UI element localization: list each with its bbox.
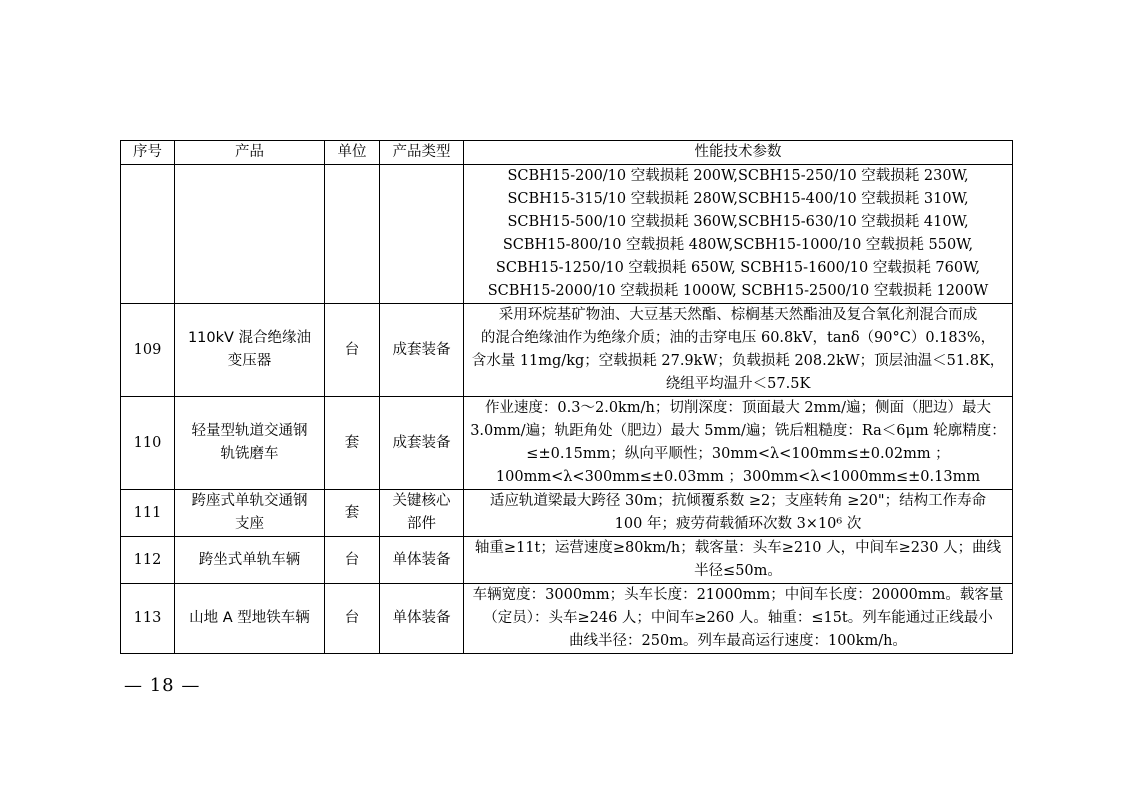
param-line: 100 年；疲劳荷载循环次数 3×10⁶ 次 (614, 516, 862, 532)
param-line: 曲线半径：250m。列车最高运行速度：100km/h。 (569, 633, 907, 649)
cell-no: 109 (121, 304, 175, 397)
cell-no: 112 (121, 537, 175, 584)
param-line: 100mm<λ<300mm≤±0.03mm ；300mm<λ<1000mm≤±0.13mm (495, 469, 981, 485)
param-line: 半径≤50m。 (694, 563, 782, 579)
cell-unit: 台 (325, 304, 380, 397)
header-unit: 单位 (325, 141, 380, 165)
param-line: 车辆宽度：3000mm；头车长度：21000mm；中间车长度：20000mm。载客量 (472, 587, 1004, 603)
cell-type (380, 584, 464, 654)
cell-unit: 套 (325, 397, 380, 490)
cell-no: 113 (121, 584, 175, 654)
cell-no: 110 (121, 397, 175, 490)
cell-product (175, 304, 325, 397)
product-line: 变压器 (227, 353, 272, 369)
param-line: 适应轨道梁最大跨径 30m；抗倾覆系数 ≥2；支座转角 ≥20"；结构工作寿命 (489, 493, 987, 509)
table-row-113 (121, 584, 1013, 654)
param-line: SCBH15-500/10 空载损耗 360W,SCBH15-630/10 空载损耗 410W, (507, 214, 969, 230)
cell-type (380, 490, 464, 537)
cell-unit (325, 165, 380, 304)
cell-params (464, 397, 1013, 490)
cell-no: 111 (121, 490, 175, 537)
type-line: 单体装备 (392, 551, 451, 568)
type-line: 部件 (407, 516, 436, 532)
param-line: SCBH15-2000/10 空载损耗 1000W, SCBH15-2500/10 空载损耗 1200W (487, 283, 989, 299)
header-type: 产品类型 (380, 141, 464, 165)
param-line: 绕组平均温升＜57.5K (665, 376, 811, 392)
table-row-111 (121, 490, 1013, 537)
param-line: SCBH15-200/10 空载损耗 200W,SCBH15-250/10 空载损耗 230W, (507, 168, 969, 184)
cell-product (175, 537, 325, 584)
cell-no (121, 165, 175, 304)
param-line: 含水量 11mg/kg；空载损耗 27.9kW；负载损耗 208.2kW；顶层油温＜51.8K， (471, 353, 1005, 369)
cell-unit: 台 (325, 584, 380, 654)
param-line: 采用环烷基矿物油、大豆基天然酯、棕榈基天然酯油及复合氧化剂混合而成 (498, 307, 978, 323)
type-line: 成套装备 (392, 341, 451, 358)
header-product: 产品 (175, 141, 325, 165)
type-line: 单体装备 (392, 610, 451, 626)
product-line: 跨坐式单轨车辆 (198, 551, 301, 568)
table-row-continuation (121, 165, 1013, 304)
product-spec-table (120, 140, 1013, 654)
cell-product (175, 397, 325, 490)
param-line: SCBH15-315/10 空载损耗 280W,SCBH15-400/10 空载损耗 310W, (507, 191, 969, 207)
type-line: 关键核心 (392, 493, 451, 509)
param-line: SCBH15-1250/10 空载损耗 650W, SCBH15-1600/10 空载损耗 760W, (495, 260, 981, 276)
param-line: SCBH15-800/10 空载损耗 480W,SCBH15-1000/10 空载损耗 550W, (502, 237, 974, 253)
cell-params (464, 165, 1013, 304)
cell-product (175, 490, 325, 537)
table-header-row (121, 141, 1013, 165)
param-line: 的混合绝缘油作为绝缘介质；油的击穿电压 60.8kV，tanδ（90°C）0.183%， (480, 330, 996, 346)
cell-type (380, 537, 464, 584)
product-line: 110kV 混合绝缘油 (187, 330, 312, 346)
cell-unit: 套 (325, 490, 380, 537)
table-row-110 (121, 397, 1013, 490)
cell-product (175, 165, 325, 304)
product-line: 山地 A 型地铁车辆 (189, 610, 310, 626)
cell-params (464, 584, 1013, 654)
cell-params (464, 304, 1013, 397)
product-line: 轨铣磨车 (220, 446, 279, 462)
param-line: ≤±0.15mm；纵向平顺性；30mm<λ<100mm≤±0.02mm ； (526, 446, 950, 462)
cell-params (464, 490, 1013, 537)
cell-type (380, 165, 464, 304)
param-line: （定员）：头车≥246 人；中间车≥260 人。轴重：≤15t。列车能通过正线最小 (483, 610, 993, 626)
product-line: 跨座式单轨交通钢 (191, 493, 308, 509)
param-line: 作业速度：0.3～2.0km/h；切削深度：顶面最大 2mm/遍；侧面（肥边）最大 (484, 400, 992, 416)
cell-params (464, 537, 1013, 584)
product-line: 轻量型轨道交通钢 (191, 423, 308, 439)
cell-product (175, 584, 325, 654)
cell-unit: 台 (325, 537, 380, 584)
type-line: 成套装备 (392, 434, 451, 451)
param-line: 3.0mm/遍；轨距角处（肥边）最大 5mm/遍；铣后粗糙度：Ra＜6μm 轮廓精度： (470, 423, 1006, 439)
header-no: 序号 (121, 141, 175, 165)
product-line: 支座 (235, 516, 264, 532)
cell-type (380, 397, 464, 490)
table-row-112 (121, 537, 1013, 584)
cell-type (380, 304, 464, 397)
param-line: 轴重≥11t；运营速度≥80km/h；载客量：头车≥210 人，中间车≥230 人；曲线 (474, 540, 1002, 556)
table-row-109 (121, 304, 1013, 397)
page-number: — 18 — (124, 675, 201, 696)
header-params: 性能技术参数 (464, 141, 1013, 165)
